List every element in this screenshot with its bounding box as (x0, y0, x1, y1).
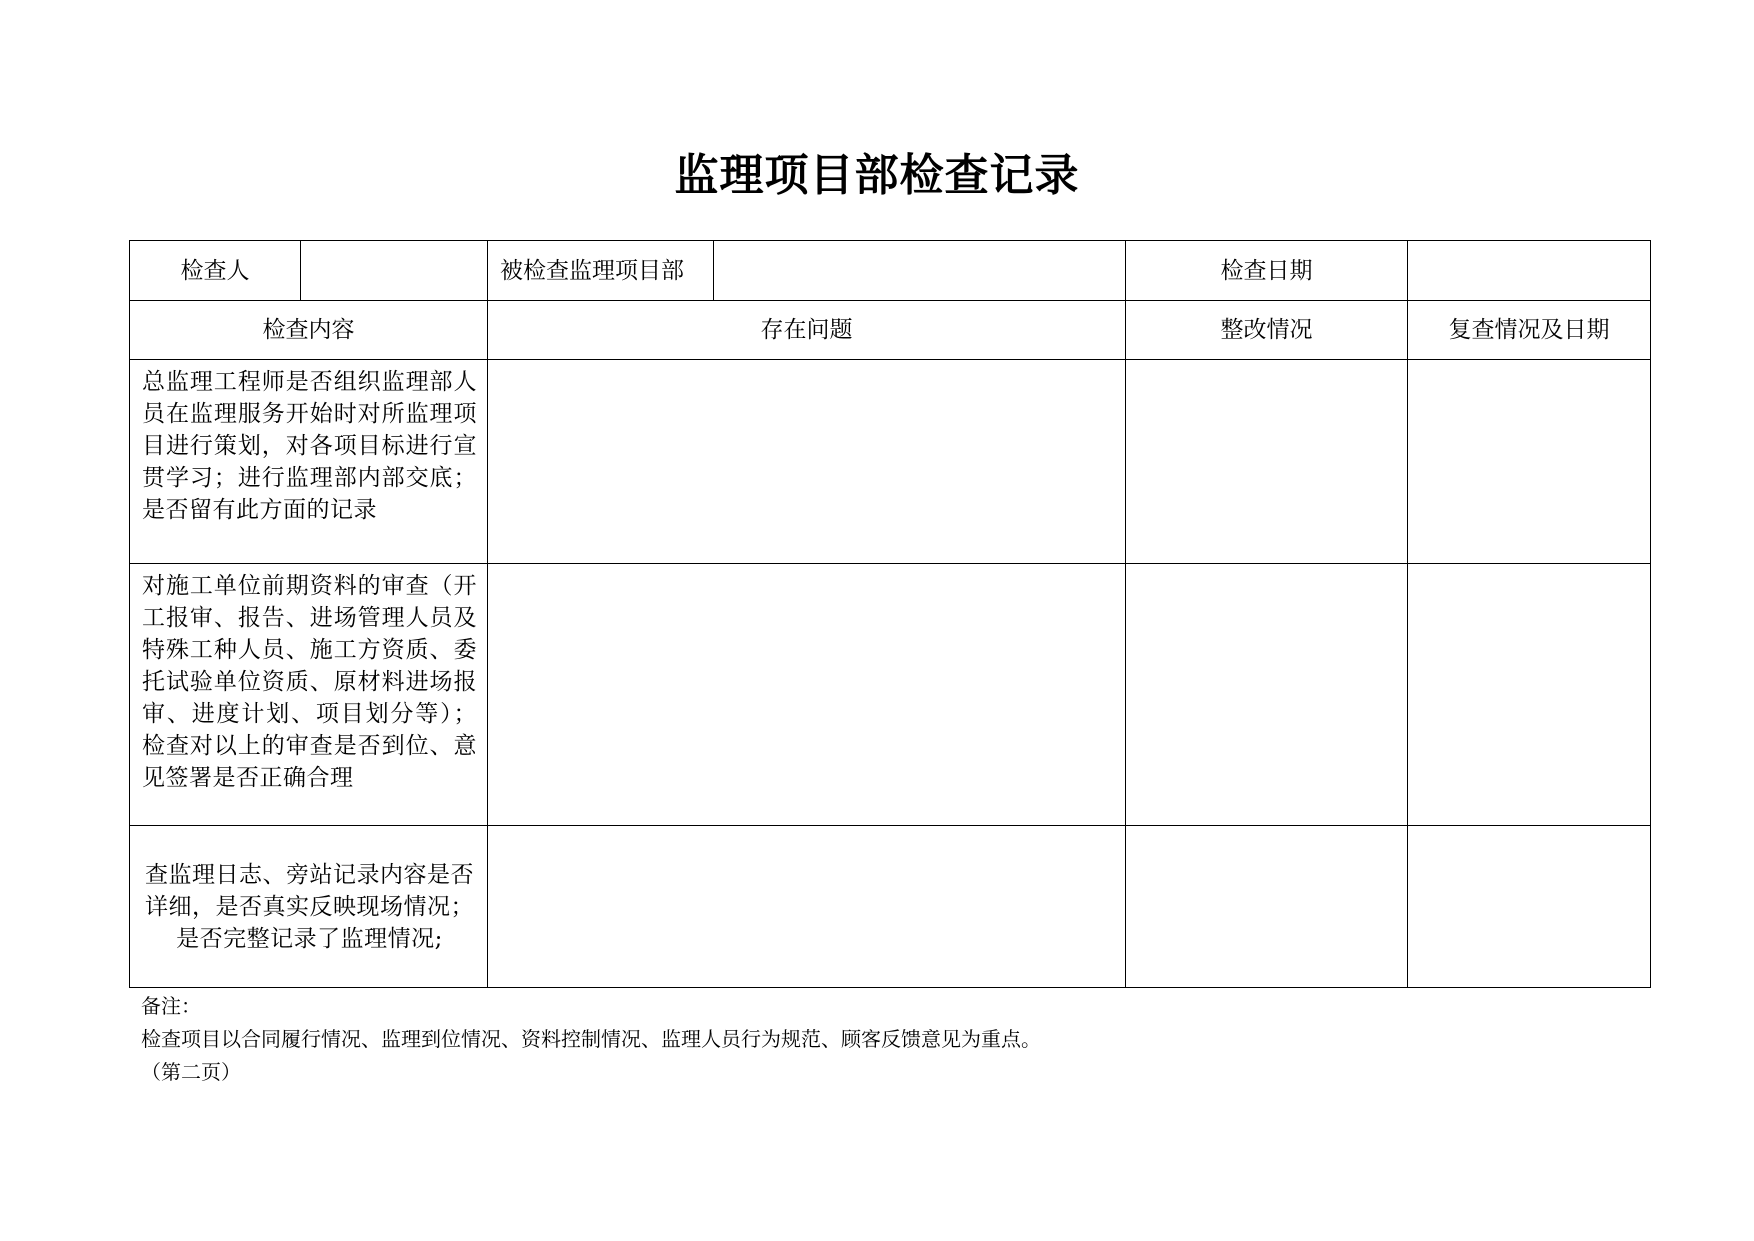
table-row (130, 564, 1651, 826)
notes-text: 检查项目以合同履行情况、监理到位情况、资料控制情况、监理人员行为规范、顾客反馈意见为重点。 (141, 1027, 1041, 1051)
page-indicator: （第二页） (141, 1060, 241, 1084)
review-cell[interactable] (1408, 360, 1651, 564)
table-row (130, 826, 1651, 988)
issues-cell[interactable] (488, 564, 1126, 826)
inspector-label: 检查人 (130, 241, 301, 301)
header-info-row (130, 241, 1651, 301)
check-content-cell: 总监理工程师是否组织监理部人员在监理服务开始时对所监理项目进行策划，对各项目标进行宣贯学习；进行监理部内部交底；是否留有此方面的记录 (130, 360, 488, 564)
document-title: 监理项目部检查记录 (674, 150, 1080, 201)
column-header-review: 复查情况及日期 (1408, 301, 1651, 360)
rectification-cell[interactable] (1126, 564, 1408, 826)
column-header-issues: 存在问题 (488, 301, 1126, 360)
inspection-date-value-field[interactable] (1408, 241, 1651, 301)
review-cell[interactable] (1408, 826, 1651, 988)
review-cell[interactable] (1408, 564, 1651, 826)
project-dept-label: 被检查监理项目部 (488, 241, 714, 301)
inspector-value-field[interactable] (301, 241, 488, 301)
column-header-rectification: 整改情况 (1126, 301, 1408, 360)
project-dept-value-field[interactable] (714, 241, 1126, 301)
issues-cell[interactable] (488, 360, 1126, 564)
table-row (130, 360, 1651, 564)
inspection-date-label: 检查日期 (1126, 241, 1408, 301)
check-content-cell: 查监理日志、旁站记录内容是否详细，是否真实反映现场情况；是否完整记录了监理情况; (130, 826, 488, 988)
column-header-content: 检查内容 (130, 301, 488, 360)
inspection-record-table (129, 240, 1651, 988)
check-content-cell: 对施工单位前期资料的审查（开工报审、报告、进场管理人员及特殊工种人员、施工方资质、委托试验单位资质、原材料进场报审、进度计划、项目划分等）；检查对以上的审查是否到位、意见签署是否正确合理 (130, 564, 488, 826)
notes-section (141, 990, 1041, 1089)
rectification-cell[interactable] (1126, 360, 1408, 564)
column-header-row (130, 301, 1651, 360)
issues-cell[interactable] (488, 826, 1126, 988)
notes-label: 备注： (141, 994, 201, 1018)
rectification-cell[interactable] (1126, 826, 1408, 988)
